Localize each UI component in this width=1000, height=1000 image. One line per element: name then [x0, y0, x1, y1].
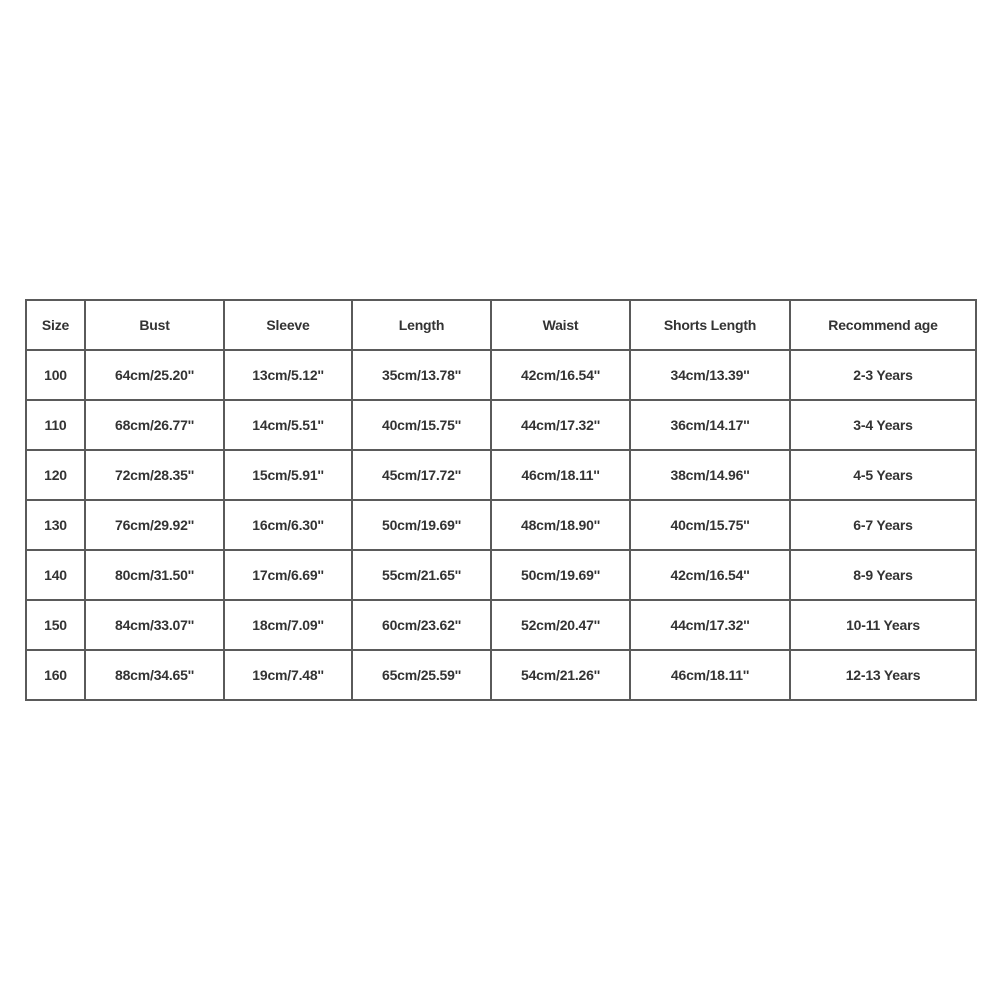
- cell-bust: 76cm/29.92'': [85, 500, 224, 550]
- cell-length: 60cm/23.62'': [352, 600, 491, 650]
- cell-sleeve: 17cm/6.69'': [224, 550, 352, 600]
- cell-waist: 54cm/21.26'': [491, 650, 630, 700]
- cell-bust: 72cm/28.35'': [85, 450, 224, 500]
- cell-shorts-length: 36cm/14.17'': [630, 400, 790, 450]
- cell-length: 45cm/17.72'': [352, 450, 491, 500]
- cell-recommend-age: 12-13 Years: [790, 650, 976, 700]
- cell-sleeve: 15cm/5.91'': [224, 450, 352, 500]
- cell-shorts-length: 34cm/13.39'': [630, 350, 790, 400]
- table-row: [26, 350, 976, 400]
- cell-length: 55cm/21.65'': [352, 550, 491, 600]
- cell-waist: 44cm/17.32'': [491, 400, 630, 450]
- cell-size: 110: [26, 400, 85, 450]
- cell-length: 35cm/13.78'': [352, 350, 491, 400]
- header-shorts-length: Shorts Length: [630, 300, 790, 350]
- cell-sleeve: 19cm/7.48'': [224, 650, 352, 700]
- header-size: Size: [26, 300, 85, 350]
- header-waist: Waist: [491, 300, 630, 350]
- cell-recommend-age: 4-5 Years: [790, 450, 976, 500]
- cell-waist: 48cm/18.90'': [491, 500, 630, 550]
- cell-shorts-length: 40cm/15.75'': [630, 500, 790, 550]
- cell-sleeve: 18cm/7.09'': [224, 600, 352, 650]
- cell-recommend-age: 2-3 Years: [790, 350, 976, 400]
- table-header-row: [26, 300, 976, 350]
- cell-bust: 80cm/31.50'': [85, 550, 224, 600]
- cell-size: 120: [26, 450, 85, 500]
- cell-bust: 64cm/25.20'': [85, 350, 224, 400]
- cell-shorts-length: 44cm/17.32'': [630, 600, 790, 650]
- cell-recommend-age: 3-4 Years: [790, 400, 976, 450]
- cell-waist: 46cm/18.11'': [491, 450, 630, 500]
- table-row: [26, 600, 976, 650]
- cell-bust: 68cm/26.77'': [85, 400, 224, 450]
- table-row: [26, 450, 976, 500]
- table-row: [26, 400, 976, 450]
- cell-sleeve: 14cm/5.51'': [224, 400, 352, 450]
- cell-length: 40cm/15.75'': [352, 400, 491, 450]
- cell-recommend-age: 10-11 Years: [790, 600, 976, 650]
- cell-size: 150: [26, 600, 85, 650]
- cell-shorts-length: 42cm/16.54'': [630, 550, 790, 600]
- cell-shorts-length: 46cm/18.11'': [630, 650, 790, 700]
- cell-recommend-age: 8-9 Years: [790, 550, 976, 600]
- cell-length: 50cm/19.69'': [352, 500, 491, 550]
- table-row: [26, 650, 976, 700]
- header-bust: Bust: [85, 300, 224, 350]
- cell-length: 65cm/25.59'': [352, 650, 491, 700]
- header-sleeve: Sleeve: [224, 300, 352, 350]
- table-row: [26, 550, 976, 600]
- cell-shorts-length: 38cm/14.96'': [630, 450, 790, 500]
- cell-bust: 88cm/34.65'': [85, 650, 224, 700]
- cell-bust: 84cm/33.07'': [85, 600, 224, 650]
- cell-recommend-age: 6-7 Years: [790, 500, 976, 550]
- cell-size: 140: [26, 550, 85, 600]
- cell-size: 130: [26, 500, 85, 550]
- header-recommend-age: Recommend age: [790, 300, 976, 350]
- table-row: [26, 500, 976, 550]
- cell-waist: 42cm/16.54'': [491, 350, 630, 400]
- cell-size: 100: [26, 350, 85, 400]
- cell-sleeve: 16cm/6.30'': [224, 500, 352, 550]
- cell-waist: 52cm/20.47'': [491, 600, 630, 650]
- cell-size: 160: [26, 650, 85, 700]
- size-chart-table: [25, 299, 977, 701]
- header-length: Length: [352, 300, 491, 350]
- cell-waist: 50cm/19.69'': [491, 550, 630, 600]
- cell-sleeve: 13cm/5.12'': [224, 350, 352, 400]
